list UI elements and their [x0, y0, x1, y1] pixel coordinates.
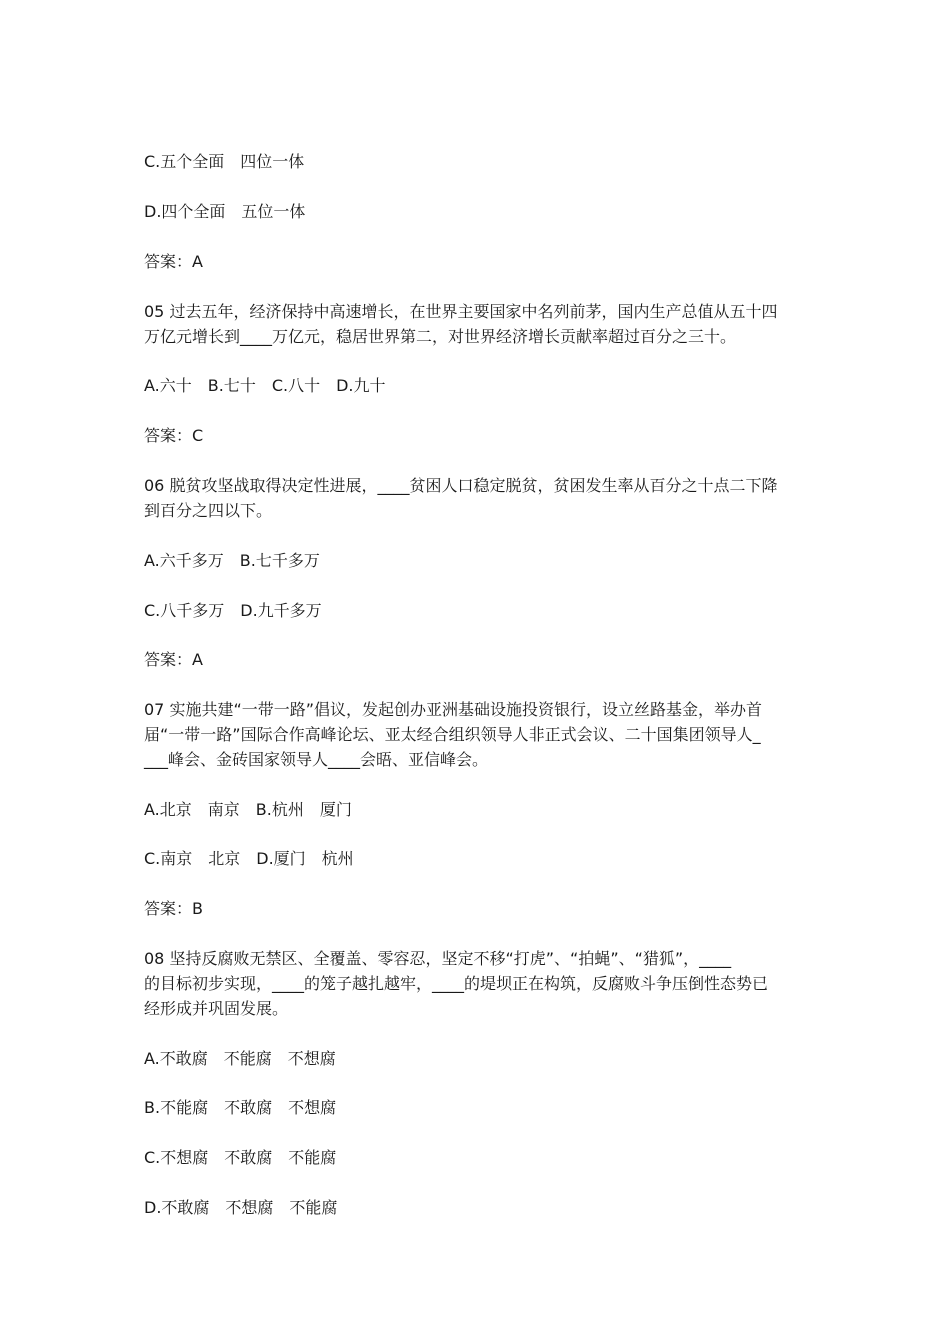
question-08-line-1: 08 坚持反腐败无禁区、全覆盖、零容忍，坚定不移“打虎”、“拍蝇”、“猎狐”，____ — [144, 949, 732, 968]
question-07-line-3: ___峰会、金砖国家领导人____会晤、亚信峰会。 — [144, 750, 489, 769]
question-05-line-2: 万亿元增长到____万亿元，稳居世界第二，对世界经济增长贡献率超过百分之三十。 — [144, 327, 737, 346]
option-b-q08: B.不能腐 不敢腐 不想腐 — [144, 1098, 337, 1117]
question-07-line-1: 07 实施共建“一带一路”倡议，发起创办亚洲基础设施投资银行，设立丝路基金，举办首 — [144, 700, 763, 719]
answer-q05: 答案：C — [144, 426, 204, 445]
option-d-q08: D.不敢腐 不想腐 不能腐 — [144, 1198, 338, 1217]
question-07-line-2: 届“一带一路”国际合作高峰论坛、亚太经合组织领导人非正式会议、二十国集团领导人_ — [144, 725, 761, 744]
question-06-line-1: 06 脱贫攻坚战取得决定性进展，____贫困人口稳定脱贫，贫困发生率从百分之十点二下降 — [144, 476, 778, 495]
question-05-line-1: 05 过去五年，经济保持中高速增长，在世界主要国家中名列前茅，国内生产总值从五十四 — [144, 302, 778, 321]
answer-q04: 答案：A — [144, 252, 203, 271]
answer-q07: 答案：B — [144, 899, 203, 918]
options-cd-q07: C.南京 北京 D.厦门 杭州 — [144, 849, 354, 868]
options-q05: A.六十 B.七十 C.八十 D.九十 — [144, 376, 386, 395]
options-ab-q07: A.北京 南京 B.杭州 厦门 — [144, 800, 352, 819]
option-c-q08: C.不想腐 不敢腐 不能腐 — [144, 1148, 337, 1167]
question-08-line-3: 经形成并巩固发展。 — [144, 999, 289, 1018]
option-d-q04: D.四个全面 五位一体 — [144, 202, 306, 221]
question-08-line-2: 的目标初步实现，____的笼子越扎越牢，____的堤坝正在构筑，反腐败斗争压倒性态势已 — [144, 974, 769, 993]
question-06-line-2: 到百分之四以下。 — [144, 501, 273, 520]
option-c-q04: C.五个全面 四位一体 — [144, 152, 305, 171]
options-ab-q06: A.六千多万 B.七千多万 — [144, 551, 320, 570]
answer-q06: 答案：A — [144, 650, 203, 669]
option-a-q08: A.不敢腐 不能腐 不想腐 — [144, 1049, 336, 1068]
options-cd-q06: C.八千多万 D.九千多万 — [144, 601, 322, 620]
